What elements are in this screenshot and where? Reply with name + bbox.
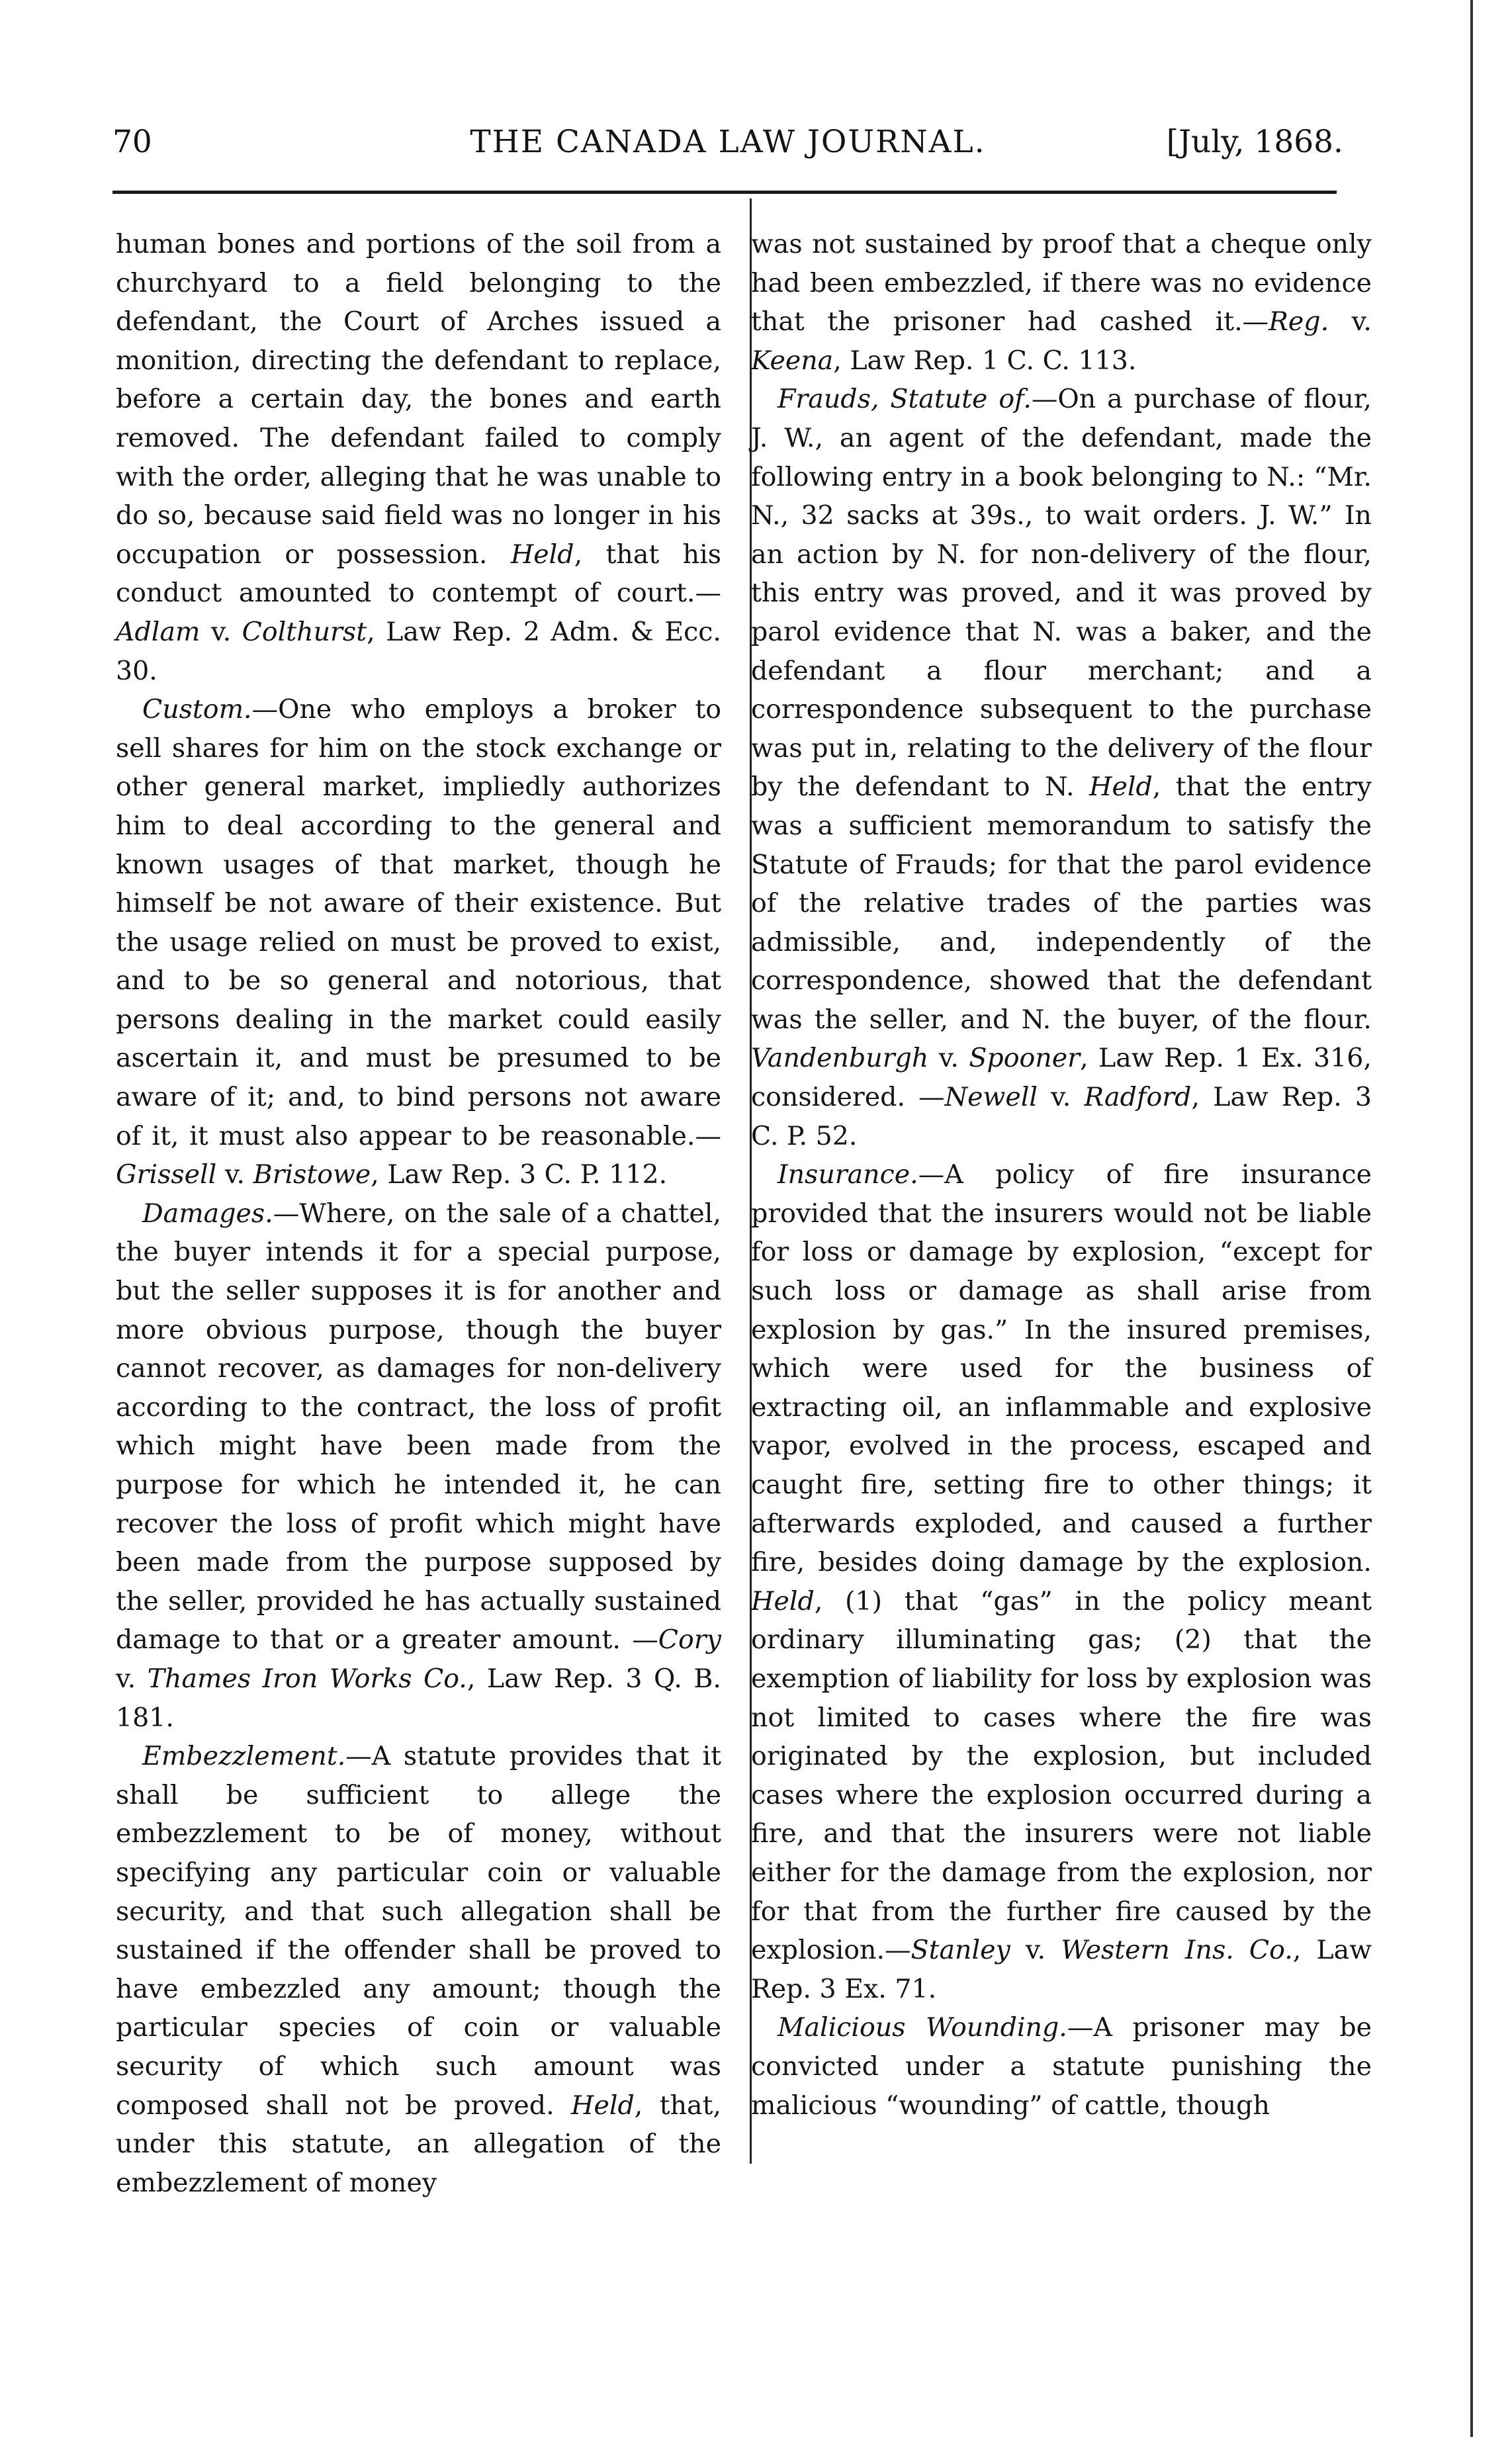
left-paragraph-custom: Custom.—One who employs a broker to sell shares for him on the stock exchange or other general market, impliedly authorizes him to deal according to the general and known usages of that market, though he himself be not aware of their existence. But the usage relied on must be proved to exist, and to be so general and notorious, that persons dealing in the market could easily ascertain it, and must be presumed to be aware of it; and, to bind persons not aware of it, it must also appear to be reasonable.—Grissell v. Bristowe, Law Rep. 3 C. P. 112. (116, 694, 721, 1190)
right-column (750, 225, 1372, 2125)
right-paragraph-frauds: Frauds, Statute of.—On a purchase of flour, J. W., an agent of the defendant, made the following entry in a book belonging to N.: “Mr. N., 32 sacks at 39s., to wait orders. J. W.” In an action by N. for non-delivery of the flour, this entry was proved, and it was proved by parol evidence that N. was a baker, and the defendant a flour merchant; and a correspondence subsequent to the purchase was put in, relating to the delivery of the flour by the defendant to N. Held, that the entry was a sufficient memorandum to satisfy the Statute of Frauds; for that the parol evidence of the relative trades of the parties was admissible, and, independently of the correspondence, showed that the defendant was the seller, and N. the buyer, of the flour. Vandenburgh v. Spooner, Law Rep. 1 Ex. 316, considered. —Newell v. Radford, Law Rep. 3 C. P. 52. (751, 384, 1372, 1151)
right-paragraph-embezzlement-cont: was not sustained by proof that a cheque only had been embezzled, if there was no evidence that the prisoner had cashed it.—Reg. v. Keena, Law Rep. 1 C. C. 113. (751, 229, 1372, 376)
heading-damages: Damages. (142, 1198, 273, 1229)
journal-title: THE CANADA LAW JOURNAL. (470, 124, 986, 160)
left-paragraph-contempt: human bones and portions of the soil from a churchyard to a field belonging to the defendant, the Court of Arches issued a monition, directing the defendant to replace, before a certain day, the bones and earth removed. The defendant failed to comply with the order, alleging that he was unable to do so, because said field was no longer in his occupation or possession. Held, that his conduct amounted to contempt of court.—Adlam v. Colthurst, Law Rep. 2 Adm. & Ecc. 30. (116, 229, 722, 686)
heading-malicious-wounding: Malicious Wounding. (778, 2012, 1067, 2043)
left-paragraph-damages: Damages.—Where, on the sale of a chattel, the buyer intends it for a special purpose, but the seller supposes it is for another and more obvious purpose, though the buyer cannot recover, as damages for non-delivery according to the contract, the loss of profit which might have been made from the purpose for which he intended it, he can recover the loss of profit which might have been made from the purpose supposed by the seller, provided he has actually sustained damage to that or a greater amount. —Cory v. Thames Iron Works Co., Law Rep. 3 Q. B. 181. (116, 1198, 721, 1733)
header-rule (112, 191, 1337, 194)
page-edge-line (1470, 0, 1473, 2437)
heading-frauds: Frauds, Statute of. (778, 384, 1032, 415)
heading-embezzlement: Embezzlement. (142, 1741, 346, 1772)
heading-custom: Custom. (142, 694, 252, 725)
left-column (116, 225, 721, 2202)
running-header (112, 119, 1343, 165)
heading-insurance: Insurance. (778, 1159, 918, 1190)
page-number: 70 (112, 124, 152, 160)
right-paragraph-malicious-wounding: Malicious Wounding.—A prisoner may be convicted under a statute punishing the malicious “wounding” of cattle, though (751, 2012, 1372, 2121)
issue-date: [July, 1868. (1166, 124, 1343, 160)
right-paragraph-insurance: Insurance.—A policy of fire insurance provided that the insurers would not be liable for loss or damage by explosion, “except for such loss or damage as shall arise from explosion by gas.” In the insured premises, which were used for the business of extracting oil, an inflammable and explosive vapor, evolved in the process, escaped and caught fire, setting fire to other things; it afterwards exploded, and caused a further fire, besides doing damage by the explosion. Held, (1) that “gas” in the policy meant ordinary illuminating gas; (2) that the exemption of liability for loss by explosion was not limited to cases where the fire was originated by the explosion, but included cases where the explosion occurred during a fire, and that the insurers were not liable either for the damage from the explosion, nor for that from the further fire caused by the explosion.—Stanley v. Western Ins. Co., Law Rep. 3 Ex. 71. (751, 1159, 1372, 2004)
left-paragraph-embezzlement: Embezzlement.—A statute provides that it shall be sufficient to allege the embezzlement to be of money, without specifying any particular coin or valuable security, and that such allegation shall be sustained if the offender shall be proved to have embezzled any amount; though the particular species of coin or valuable security of which such amount was composed shall not be proved. Held, that, under this statute, an allegation of the embezzlement of money (116, 1741, 721, 2198)
